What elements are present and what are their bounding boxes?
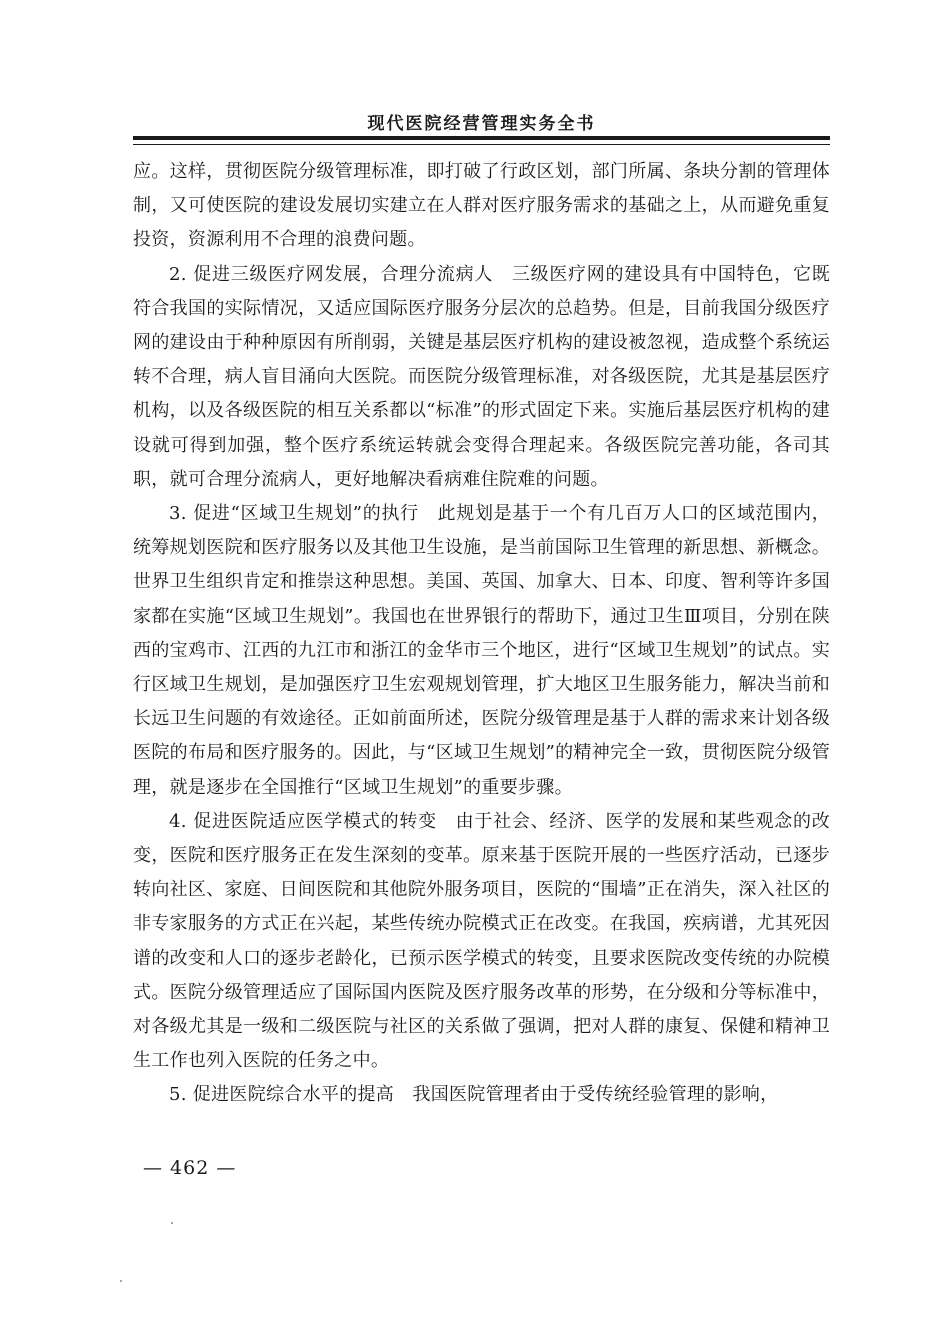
paragraph-point-4: 4. 促进医院适应医学模式的转变 由于社会、经济、医学的发展和某些观念的改变，医院和医疗服务正在发生深刻的变革。原来基于医院开展的一些医疗活动，已逐步转向社区、家庭、日间医院和其他院外服务项目，医院的“围墙”正在消失，深入社区的非专家服务的方式正在兴起，某些传统办院模式正在改变。在我国，疾病谱，尤其死因谱的改变和人口的逐步老龄化，已预示医学模式的转变，且要求医院改变传统的办院模式。医院分级管理适应了国际国内医院及医疗服务改革的形势，在分级和分等标准中，对各级尤其是一级和二级医院与社区的关系做了强调，把对人群的康复、保健和精神卫生工作也列入医院的任务之中。 [133,810,830,1072]
page-number: — 462 — [143,1157,237,1179]
paragraph-point-3: 3. 促进“区域卫生规划”的执行 此规划是基于一个有几百万人口的区域范围内，统筹规划医院和医疗服务以及其他卫生设施，是当前国际卫生管理的新思想、新概念。世界卫生组织肯定和推崇这种思想。美国、英国、加拿大、日本、印度、智利等许多国家都在实施“区域卫生规划”。我国也在世界银行的帮助下，通过卫生Ⅲ项目，分别在陕西的宝鸡市、江西的九江市和浙江的金华市三个地区，进行“区域卫生规划”的试点。实行区域卫生规划，是加强医疗卫生宏观规划管理，扩大地区卫生服务能力，解决当前和长远卫生问题的有效途径。正如前面所述，医院分级管理是基于人群的需求来计划各级医院的布局和医疗服务的。因此，与“区域卫生规划”的精神完全一致，贯彻医院分级管理，就是逐步在全国推行“区域卫生规划”的重要步骤。 [133,503,830,798]
paragraph-point-2: 2. 促进三级医疗网发展，合理分流病人 三级医疗网的建设具有中国特色，它既符合我国的实际情况，又适应国际医疗服务分层次的总趋势。但是，目前我国分级医疗网的建设由于种种原因有所削弱，关键是基层医疗机构的建设被忽视，造成整个系统运转不合理，病人盲目涌向大医院。而医院分级管理标准，对各级医院，尤其是基层医疗机构，以及各级医院的相互关系都以“标准”的形式固定下来。实施后基层医疗机构的建设就可得到加强，整个医疗系统运转就会变得合理起来。各级医院完善功能，各司其职，就可合理分流病人，更好地解决看病难住院难的问题。 [133,263,830,490]
paragraph-continuation: 应。这样，贯彻医院分级管理标准，即打破了行政区划，部门所属、条块分割的管理体制，又可使医院的建设发展切实建立在人群对医疗服务需求的基础之上，从而避免重复投资，资源利用不合理的浪费问题。 [133,161,830,251]
paragraph-point-5: 5. 促进医院综合水平的提高 我国医院管理者由于受传统经验管理的影响， [169,1084,779,1106]
header-rule-thin [133,144,830,145]
running-header-title: 现代医院经营管理实务全书 [367,114,596,134]
body-text [133,155,830,1113]
header-rule-thick [133,136,830,140]
scan-speck [120,1280,122,1282]
scan-speck [171,1222,173,1224]
